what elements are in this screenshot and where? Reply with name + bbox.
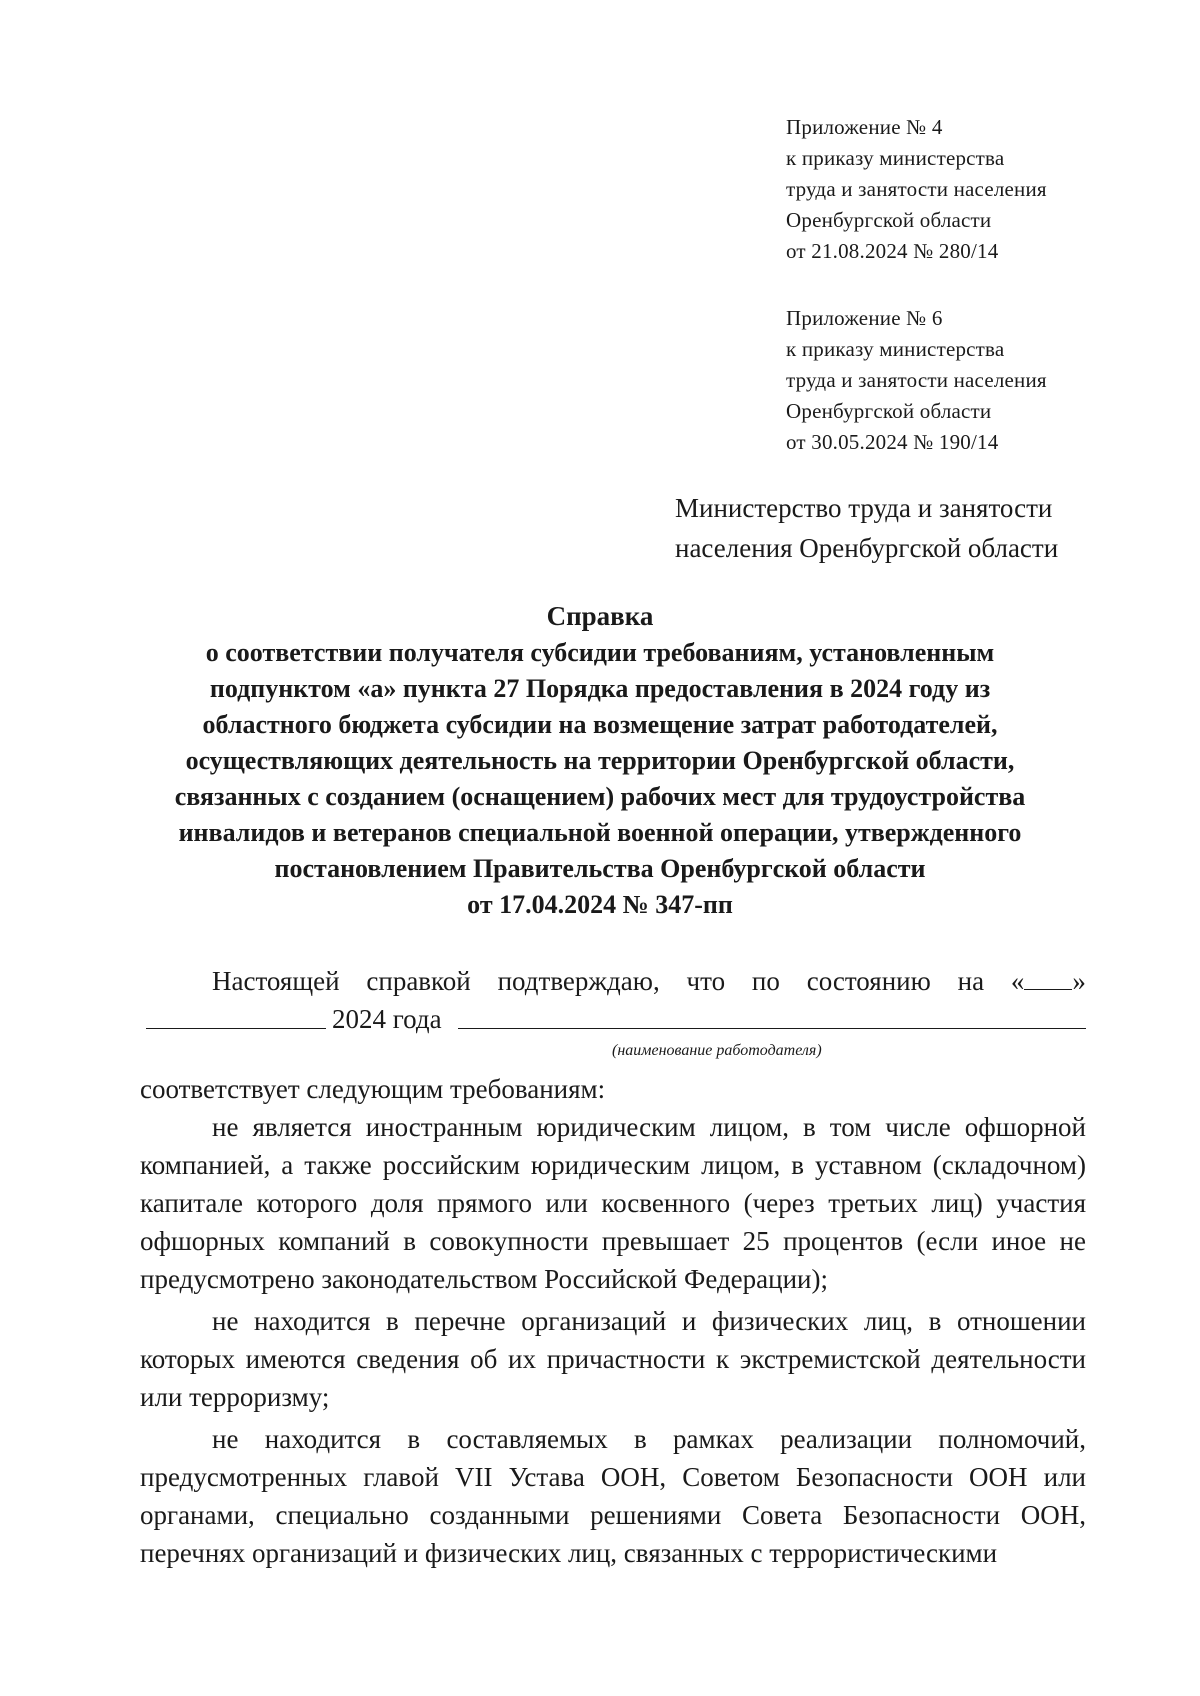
appendix-4-line: Оренбургской области [786, 208, 992, 232]
day-open-quote: « [1010, 966, 1025, 996]
appendix-4-line: от 21.08.2024 № 280/14 [786, 239, 999, 263]
appendix-6-line: Приложение № 6 [786, 306, 943, 330]
title-line: связанных с созданием (оснащением) рабочих мест для трудоустройства [174, 782, 1026, 811]
appendix-6-line: от 30.05.2024 № 190/14 [786, 430, 999, 454]
addressee-block [675, 488, 1058, 568]
appendix-4-line: к приказу министерства [786, 146, 1005, 170]
title-line: постановлением Правительства Оренбургской области [274, 854, 926, 883]
requirements-section [140, 1070, 1086, 1572]
appendix-6-line: труда и занятости населения [786, 368, 1047, 392]
title-line: подпунктом «а» пункта 27 Порядка предоставления в 2024 году из [209, 674, 991, 703]
appendix-6-block [786, 303, 1047, 458]
day-close-quote: » [1072, 966, 1086, 996]
intro-word: по [751, 966, 780, 996]
day-blank-line [1024, 963, 1072, 990]
intro-word: что [686, 966, 726, 996]
intro-word: состоянию [806, 966, 931, 996]
title-line: от 17.04.2024 № 347-пп [467, 890, 733, 919]
addressee-line: Министерство труда и занятости [675, 493, 1053, 523]
document-title: Справка [546, 601, 654, 631]
intro-paragraph [140, 962, 1086, 1038]
employer-name-caption: (наименование работодателя) [612, 1042, 822, 1059]
title-line: областного бюджета субсидии на возмещение затрат работодателей, [202, 710, 998, 739]
addressee-line: населения Оренбургской области [675, 533, 1059, 563]
intro-word: справкой [366, 966, 471, 996]
title-line: о соответствии получателя субсидии требованиям, установленным [205, 638, 995, 667]
requirement-paragraph: не является иностранным юридическим лицом, в том числе офшорной компанией, а также российским юридическим лицом, в уставном (складочном) капитале которого доля прямого или косвенного (через третьих лиц) участия офшорных компаний в совокупности превышает 25 процентов (если иное не предусмотрено законодательством Российской Федерации); [140, 1112, 1086, 1294]
appendix-4-block [786, 112, 1047, 267]
intro-line-1 [140, 962, 1086, 1000]
requirements-lead: соответствует следующим требованиям: [140, 1074, 606, 1104]
appendix-6-line: Оренбургской области [786, 399, 992, 423]
requirement-paragraph: не находится в составляемых в рамках реализации полномочий, предусмотренных главой VII Устава ООН, Советом Безопасности ООН или органами, специально созданными решениями Совета Безопасности ООН, перечнях организаций и физических лиц, связанных с террористическими [140, 1424, 1086, 1568]
appendix-4-line: труда и занятости населения [786, 177, 1047, 201]
day-field[interactable] [1011, 962, 1086, 1000]
requirement-paragraph: не находится в перечне организаций и физических лиц, в отношении которых имеются сведения об их причастности к экстремистской деятельности или терроризму; [140, 1306, 1086, 1412]
intro-line-2 [140, 1000, 1086, 1038]
intro-word: Настоящей [212, 966, 340, 996]
year-text: 2024 года [332, 1004, 442, 1034]
title-line: осуществляющих деятельность на территории Оренбургской области, [185, 746, 1015, 775]
intro-word: подтверждаю, [497, 966, 660, 996]
employer-name-blank-field[interactable] [458, 1028, 1086, 1029]
title-line: инвалидов и ветеранов специальной военной операции, утвержденного [178, 818, 1022, 847]
intro-word: на [957, 966, 985, 996]
appendix-4-line: Приложение № 4 [786, 115, 943, 139]
document-title-block [100, 598, 1100, 923]
appendix-6-line: к приказу министерства [786, 337, 1005, 361]
month-blank-field[interactable] [146, 1028, 326, 1029]
